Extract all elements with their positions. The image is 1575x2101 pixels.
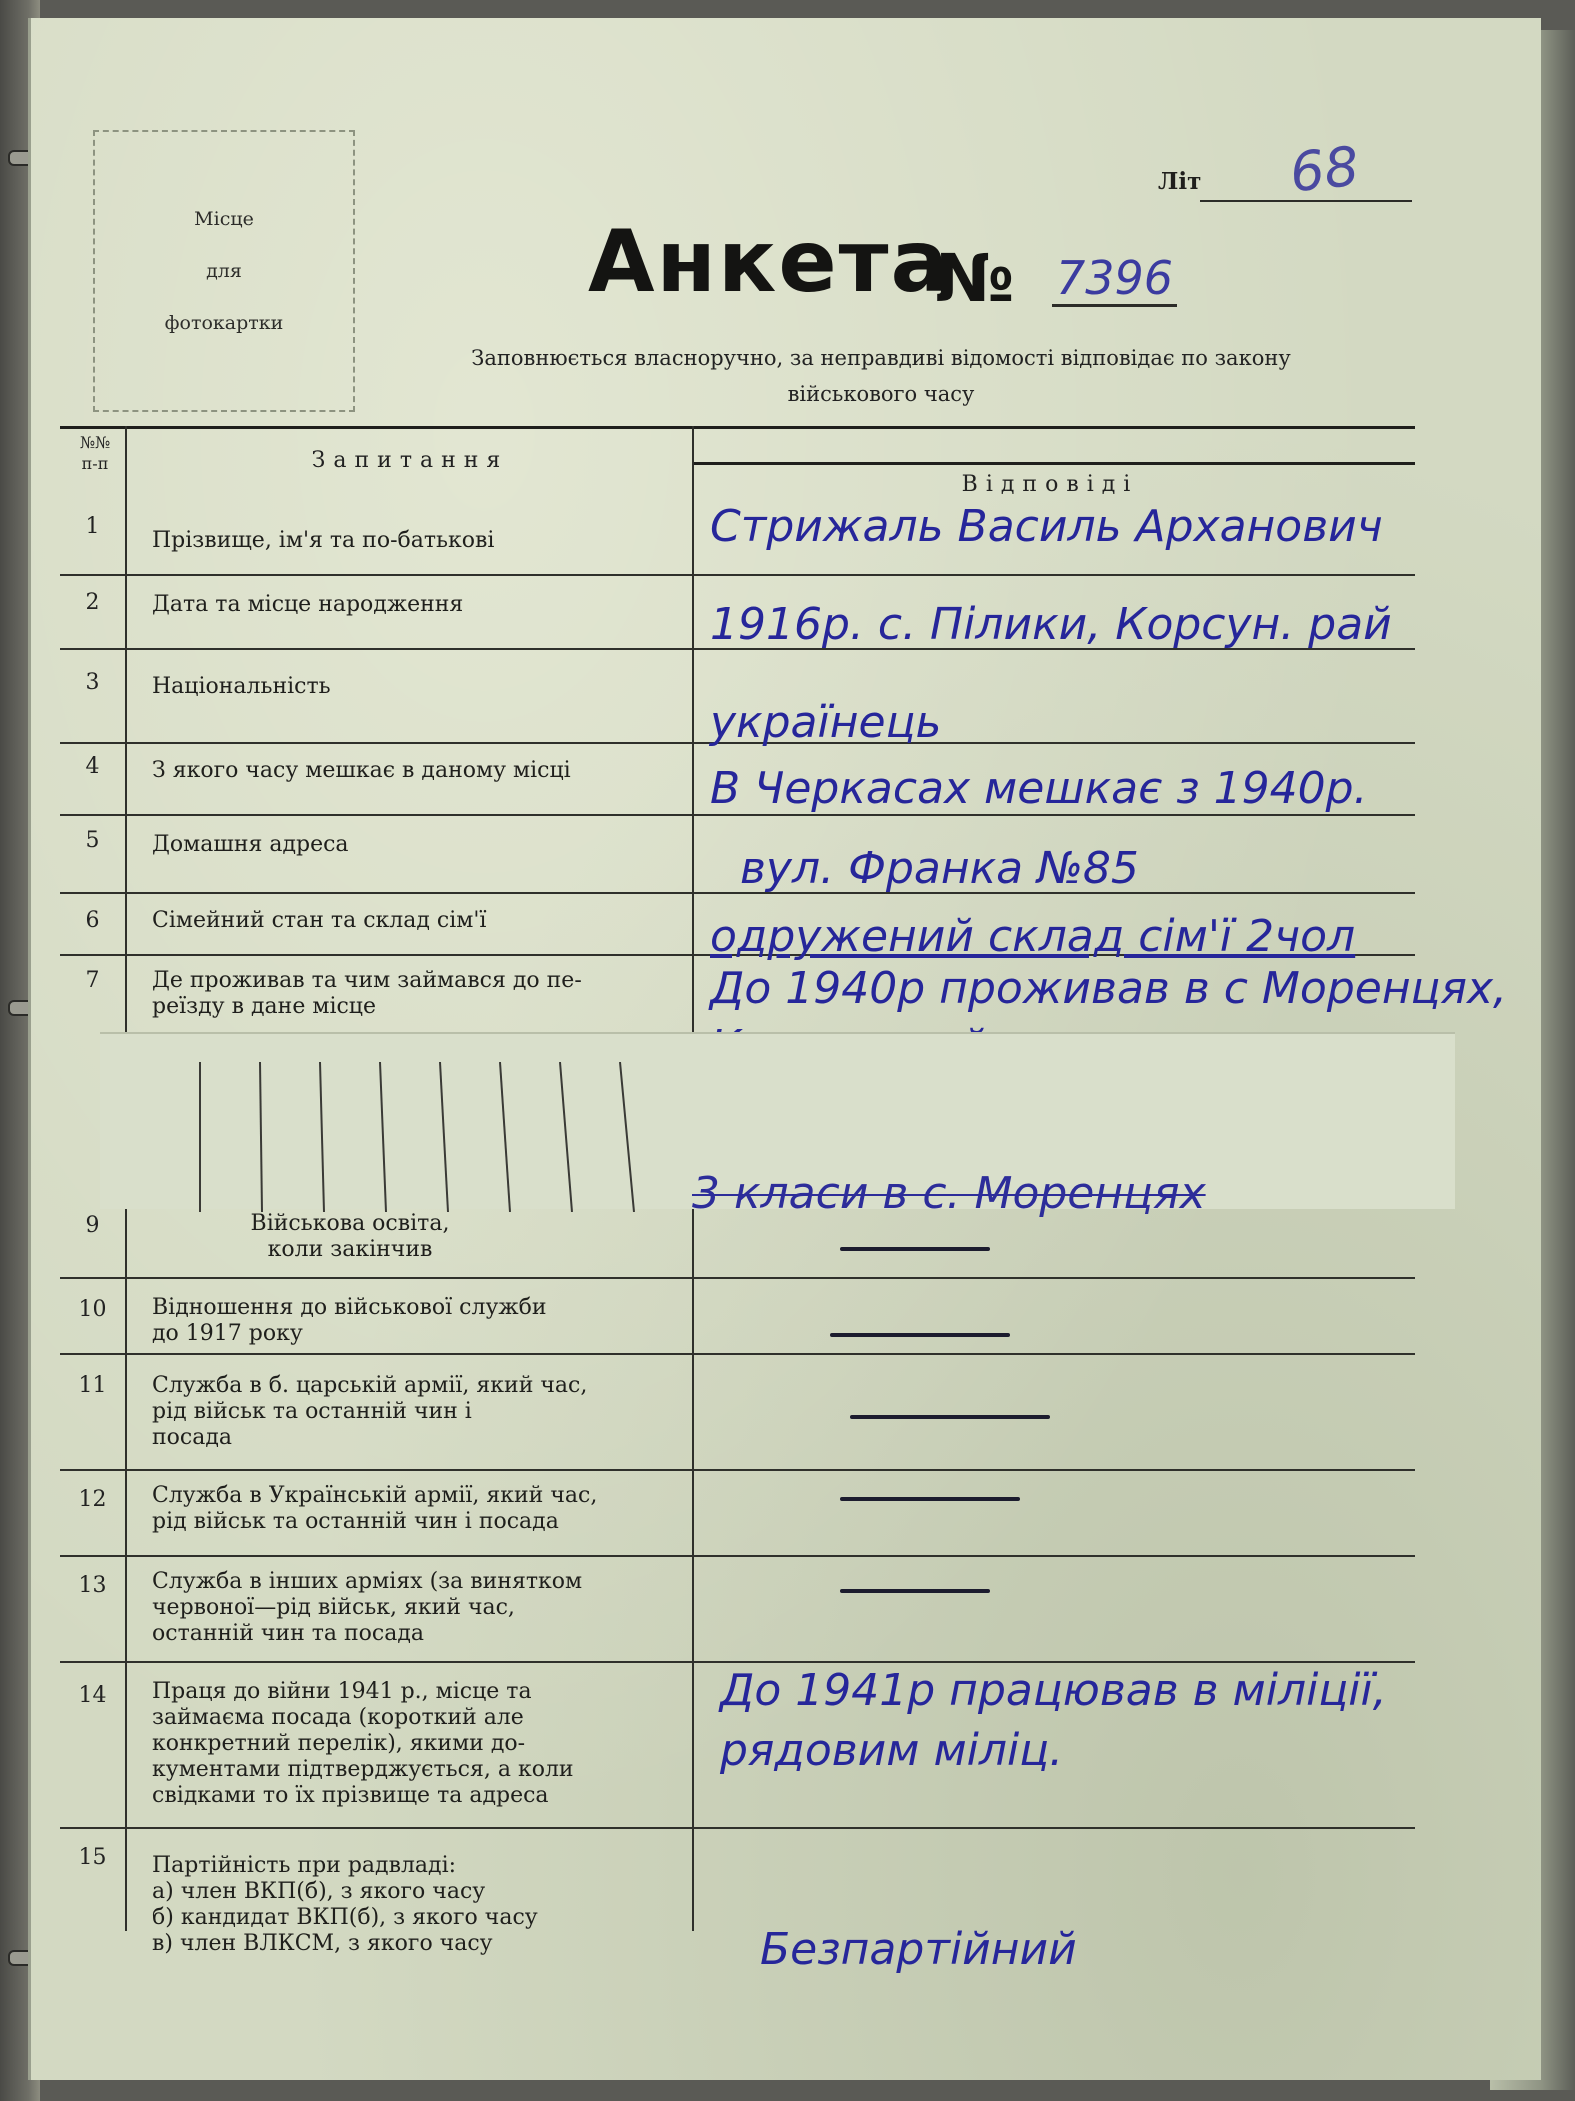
row-number: 2 bbox=[85, 590, 100, 615]
photo-placeholder bbox=[93, 130, 355, 412]
table-row bbox=[60, 1469, 1415, 1557]
table-row bbox=[60, 1555, 1415, 1663]
answer-handwritten: До 1940р проживав в с Моренцях, bbox=[710, 963, 1508, 1014]
education-answer-handwritten: 3 класи в с. Моренцях bbox=[692, 1168, 1206, 1219]
table-row bbox=[60, 814, 1415, 894]
question-text: Домашня адреса bbox=[152, 832, 349, 857]
table-row bbox=[60, 892, 1415, 962]
row-number: 13 bbox=[78, 1573, 107, 1598]
stripe bbox=[380, 1062, 386, 1212]
stripe bbox=[440, 1062, 448, 1212]
answers-header-rule bbox=[692, 462, 1415, 465]
table-row bbox=[60, 1207, 1415, 1279]
lit-label: Літ bbox=[1158, 168, 1202, 195]
row-number: 10 bbox=[78, 1297, 107, 1322]
answer-handwritten: Стрижаль Василь Арханович bbox=[710, 501, 1383, 552]
answer-handwritten: одружений склад сім'ї 2чол bbox=[710, 911, 1356, 962]
row-number: 6 bbox=[85, 908, 100, 933]
question-text: Партійність при радвладі: а) член ВКП(б), з якого часу б) кандидат ВКП(б), з якого часу в) член ВЛКСМ, з якого часу bbox=[152, 1853, 538, 1956]
question-text: Військова освіта, коли закінчив bbox=[250, 1211, 450, 1262]
lit-value: 68 bbox=[1286, 134, 1362, 205]
stripe bbox=[500, 1062, 510, 1212]
printed-stripes bbox=[100, 1062, 660, 1212]
form-number: 7396 bbox=[1052, 252, 1177, 307]
row-number: 12 bbox=[78, 1487, 107, 1512]
table-row bbox=[60, 1353, 1415, 1471]
number-sign: № bbox=[935, 240, 1015, 317]
table-row bbox=[60, 648, 1415, 748]
table-row bbox=[60, 1827, 1415, 1987]
stripe bbox=[620, 1062, 634, 1212]
question-text: Відношення до військової служби до 1917 року bbox=[152, 1295, 547, 1346]
question-text: Праця до війни 1941 р., місце та займаєма посада (короткий але конкретний перелік), якими до- кументами підтверджується, а коли свідками то їх прізвище та адреса bbox=[152, 1679, 574, 1808]
question-text: Служба в інших арміях (за винятком червоної—рід військ, який час, останній чин та посада bbox=[152, 1569, 583, 1646]
row-number: 7 bbox=[85, 968, 100, 993]
stripe bbox=[260, 1062, 262, 1212]
answer-dash bbox=[830, 1333, 1010, 1337]
answer-dash bbox=[840, 1497, 1020, 1501]
page-title: Анкета bbox=[588, 212, 951, 312]
photo-label-line3: фотокартки bbox=[164, 312, 284, 334]
column-header-questions: Запитання bbox=[311, 448, 509, 473]
answer-handwritten: Безпартійний bbox=[760, 1924, 1077, 1975]
row-number: 5 bbox=[85, 828, 100, 853]
answer-dash bbox=[850, 1415, 1050, 1419]
answer-handwritten: українець bbox=[710, 697, 942, 748]
photo-label-line2: для bbox=[206, 260, 242, 282]
question-text: З якого часу мешкає в даному місці bbox=[152, 758, 571, 783]
row-number: 11 bbox=[78, 1373, 107, 1398]
answer-handwritten: вул. Франка №85 bbox=[740, 843, 1139, 894]
question-text: Служба в Українській армії, який час, рід військ та останній чин і посада bbox=[152, 1483, 598, 1534]
question-text: Служба в б. царській армії, який час, рід військ та останній чин і посада bbox=[152, 1373, 588, 1450]
row-number: 4 bbox=[85, 754, 100, 779]
table-top-rule bbox=[60, 426, 1415, 429]
question-text: Де проживав та чим займався до пе- реїзду в дане місце bbox=[152, 968, 582, 1019]
question-text: Національність bbox=[152, 674, 331, 699]
table-row bbox=[60, 742, 1415, 816]
answer-dash bbox=[840, 1589, 990, 1593]
stripe bbox=[560, 1062, 572, 1212]
question-text: Дата та місце народження bbox=[152, 592, 464, 617]
column-header-answers: Відповіді bbox=[961, 472, 1139, 497]
stripe bbox=[320, 1062, 324, 1212]
answer-handwritten: До 1941р працював в міліції, рядовим міліц. bbox=[720, 1665, 1387, 1776]
row-number: 1 bbox=[85, 514, 100, 539]
answer-handwritten: 1916р. с. Пілики, Корсун. рай bbox=[710, 599, 1392, 650]
answer-dash bbox=[840, 1247, 990, 1251]
table-row bbox=[60, 1277, 1415, 1355]
table-row bbox=[60, 500, 1415, 576]
row-number: 15 bbox=[78, 1845, 107, 1870]
question-text: Сімейний стан та склад сім'ї bbox=[152, 908, 487, 933]
row-number: 3 bbox=[85, 670, 100, 695]
table-row bbox=[60, 954, 1508, 1032]
row-number: 9 bbox=[85, 1213, 100, 1238]
table-row bbox=[60, 1661, 1415, 1829]
form-instructions: Заповнюється власноручно, за неправдиві відомості відповідає по закону військового часу bbox=[471, 346, 1291, 406]
row-number: 14 bbox=[78, 1683, 107, 1708]
answer-handwritten: В Черкасах мешкає з 1940р. bbox=[710, 763, 1368, 814]
column-header-number: №№ п-п bbox=[79, 433, 111, 473]
table-row bbox=[60, 574, 1415, 650]
question-text: Прізвище, ім'я та по-батькові bbox=[152, 528, 495, 553]
photo-label-line1: Місце bbox=[194, 208, 254, 230]
